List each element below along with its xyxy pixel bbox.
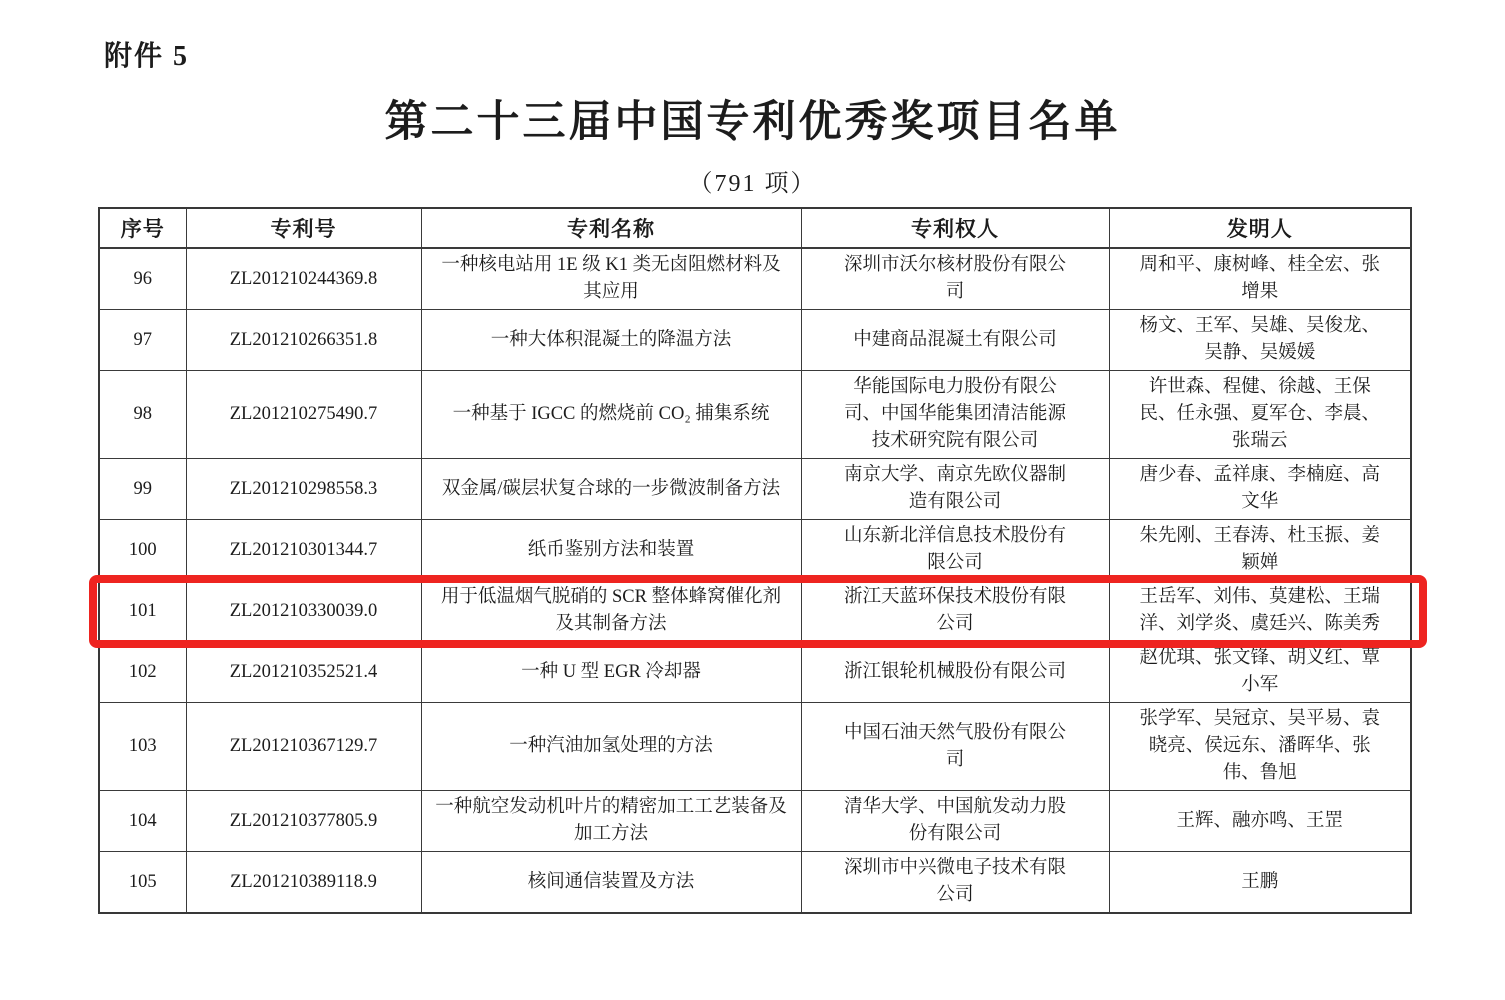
page-title: 第二十三届中国专利优秀奖项目名单 [384, 99, 1121, 146]
cell-patent-owner [801, 310, 1109, 371]
item-count-subtitle: （791 项） [688, 171, 817, 197]
cell-inventors-text: 赵优琪、张文锋、胡义红、覃小军 [1139, 648, 1380, 695]
cell-patent-owner-text: 浙江天蓝环保技术股份有限公司 [843, 587, 1066, 634]
table-row [99, 371, 1411, 459]
table-row [99, 703, 1411, 791]
cell-serial-text: 101 [128, 600, 157, 621]
cell-patent-owner [801, 703, 1109, 791]
cell-inventors [1109, 852, 1411, 914]
cell-patent-name [421, 791, 801, 852]
cell-patent-number-text: ZL201210298558.3 [229, 478, 378, 499]
cell-patent-name-text: 一种核电站用 1E 级 K1 类无卤阻燃材料及其应用 [441, 255, 781, 302]
cell-patent-number [186, 581, 421, 642]
cell-serial [99, 642, 186, 703]
cell-patent-owner [801, 581, 1109, 642]
cell-serial-text: 103 [128, 736, 157, 756]
cell-inventors-text: 周和平、康树峰、桂全宏、张增果 [1139, 255, 1380, 302]
cell-inventors [1109, 581, 1411, 642]
cell-serial-text: 98 [133, 404, 152, 424]
cell-patent-number-text: ZL201210266351.8 [229, 329, 378, 350]
cell-inventors-text: 唐少春、孟祥康、李楠庭、高文华 [1139, 465, 1380, 512]
table-row [99, 642, 1411, 703]
cell-patent-name-text: 一种航空发动机叶片的精密加工工艺装备及加工方法 [435, 797, 787, 844]
cell-patent-owner-text: 中建商品混凝土有限公司 [853, 329, 1057, 350]
table-row [99, 520, 1411, 581]
cell-patent-number [186, 459, 421, 520]
cell-inventors [1109, 371, 1411, 459]
cell-patent-name [421, 703, 801, 791]
cell-inventors [1109, 520, 1411, 581]
cell-patent-name [421, 371, 801, 459]
table-row [99, 852, 1411, 914]
cell-patent-number-text: ZL201210275490.7 [229, 404, 378, 424]
cell-patent-owner [801, 248, 1109, 310]
cell-serial [99, 791, 186, 852]
cell-patent-name-text: 一种大体积混凝土的降温方法 [490, 329, 732, 350]
patent-table [98, 207, 1412, 914]
cell-patent-name [421, 310, 801, 371]
cell-patent-owner-text: 南京大学、南京先欧仪器制造有限公司 [843, 465, 1066, 512]
cell-patent-name-text: 核间通信装置及方法 [527, 871, 695, 892]
cell-inventors-text: 王岳军、刘伟、莫建松、王瑞洋、刘学炎、虞廷兴、陈美秀 [1139, 587, 1380, 634]
cell-patent-name [421, 248, 801, 310]
cell-patent-number [186, 642, 421, 703]
cell-serial-text: 96 [133, 268, 152, 289]
cell-patent-owner [801, 791, 1109, 852]
cell-patent-name-text: 双金属/碳层状复合球的一步微波制备方法 [441, 478, 781, 499]
cell-patent-name-text: 纸币鉴别方法和装置 [527, 539, 695, 560]
cell-patent-number [186, 703, 421, 791]
cell-inventors [1109, 248, 1411, 310]
cell-inventors-text: 朱先刚、王春涛、杜玉振、姜颖婵 [1139, 526, 1380, 573]
cell-patent-name [421, 581, 801, 642]
cell-patent-owner [801, 520, 1109, 581]
cell-serial [99, 581, 186, 642]
cell-patent-name [421, 459, 801, 520]
cell-inventors [1109, 310, 1411, 371]
cell-patent-name-text: 用于低温烟气脱硝的 SCR 整体蜂窝催化剂及其制备方法 [440, 587, 782, 634]
cell-patent-number [186, 791, 421, 852]
header-patent-owner: 专利权人 [801, 208, 1109, 248]
cell-patent-number [186, 520, 421, 581]
cell-serial-text: 104 [128, 810, 157, 831]
cell-patent-owner-text: 山东新北洋信息技术股份有限公司 [843, 526, 1066, 573]
cell-patent-owner [801, 642, 1109, 703]
cell-inventors-text: 许世森、程健、徐越、王保民、任永强、夏军仓、李晨、张瑞云 [1139, 377, 1380, 451]
cell-serial [99, 310, 186, 371]
cell-patent-owner-text: 浙江银轮机械股份有限公司 [843, 661, 1066, 682]
cell-inventors-text: 杨文、王军、吴雄、吴俊龙、吴静、吴媛媛 [1139, 316, 1380, 363]
cell-patent-number-text: ZL201210389118.9 [230, 871, 377, 892]
table-header-row [99, 208, 1411, 248]
attachment-label: 附件 5 [104, 41, 190, 72]
table-row [99, 248, 1411, 310]
cell-patent-name-text: 一种基于 IGCC 的燃烧前 CO₂ 捕集系统 [452, 404, 770, 424]
cell-patent-number-text: ZL201210367129.7 [229, 736, 378, 756]
cell-patent-owner-text: 深圳市中兴微电子技术有限公司 [843, 858, 1066, 905]
cell-patent-number [186, 310, 421, 371]
cell-inventors [1109, 459, 1411, 520]
cell-serial [99, 703, 186, 791]
cell-patent-owner [801, 852, 1109, 914]
cell-patent-number-text: ZL201210244369.8 [229, 268, 378, 289]
cell-patent-owner-text: 清华大学、中国航发动力股份有限公司 [843, 797, 1066, 844]
table-row [99, 581, 1411, 642]
cell-patent-number-text: ZL201210330039.0 [229, 600, 378, 621]
cell-serial [99, 371, 186, 459]
table-row [99, 791, 1411, 852]
cell-patent-number [186, 248, 421, 310]
cell-serial [99, 852, 186, 914]
cell-patent-name-text: 一种 U 型 EGR 冷却器 [521, 661, 701, 682]
cell-inventors-text: 王鹏 [1241, 871, 1279, 892]
cell-serial [99, 459, 186, 520]
cell-inventors-text: 张学军、吴冠京、吴平易、袁晓亮、侯远东、潘晖华、张伟、鲁旭 [1139, 709, 1380, 783]
cell-patent-owner [801, 459, 1109, 520]
cell-patent-owner-text: 深圳市沃尔核材股份有限公司 [843, 255, 1066, 302]
cell-patent-owner [801, 371, 1109, 459]
cell-patent-number [186, 371, 421, 459]
cell-serial [99, 248, 186, 310]
cell-inventors [1109, 642, 1411, 703]
patent-table-wrap [98, 207, 1410, 914]
cell-patent-name-text: 一种汽油加氢处理的方法 [509, 736, 713, 756]
cell-inventors [1109, 791, 1411, 852]
cell-patent-owner-text: 华能国际电力股份有限公司、中国华能集团清洁能源技术研究院有限公司 [843, 377, 1066, 451]
header-patent-number: 专利号 [186, 208, 421, 248]
cell-patent-number-text: ZL201210301344.7 [229, 539, 378, 560]
cell-inventors-text: 王辉、融亦鸣、王罡 [1176, 810, 1343, 831]
header-patent-name: 专利名称 [421, 208, 801, 248]
cell-patent-name [421, 642, 801, 703]
cell-patent-owner-text: 中国石油天然气股份有限公司 [843, 722, 1066, 770]
header-serial: 序号 [99, 208, 186, 248]
cell-patent-name [421, 852, 801, 914]
cell-serial-text: 99 [133, 478, 152, 499]
cell-serial-text: 97 [133, 329, 152, 350]
cell-serial-text: 102 [128, 661, 157, 682]
cell-patent-number-text: ZL201210352521.4 [229, 661, 378, 682]
cell-serial-text: 105 [128, 871, 157, 892]
cell-patent-number [186, 852, 421, 914]
table-row [99, 459, 1411, 520]
cell-serial-text: 100 [128, 539, 157, 560]
cell-patent-name [421, 520, 801, 581]
table-row [99, 310, 1411, 371]
cell-serial [99, 520, 186, 581]
header-inventors: 发明人 [1109, 208, 1411, 248]
cell-patent-number-text: ZL201210377805.9 [229, 810, 378, 831]
cell-inventors [1109, 703, 1411, 791]
